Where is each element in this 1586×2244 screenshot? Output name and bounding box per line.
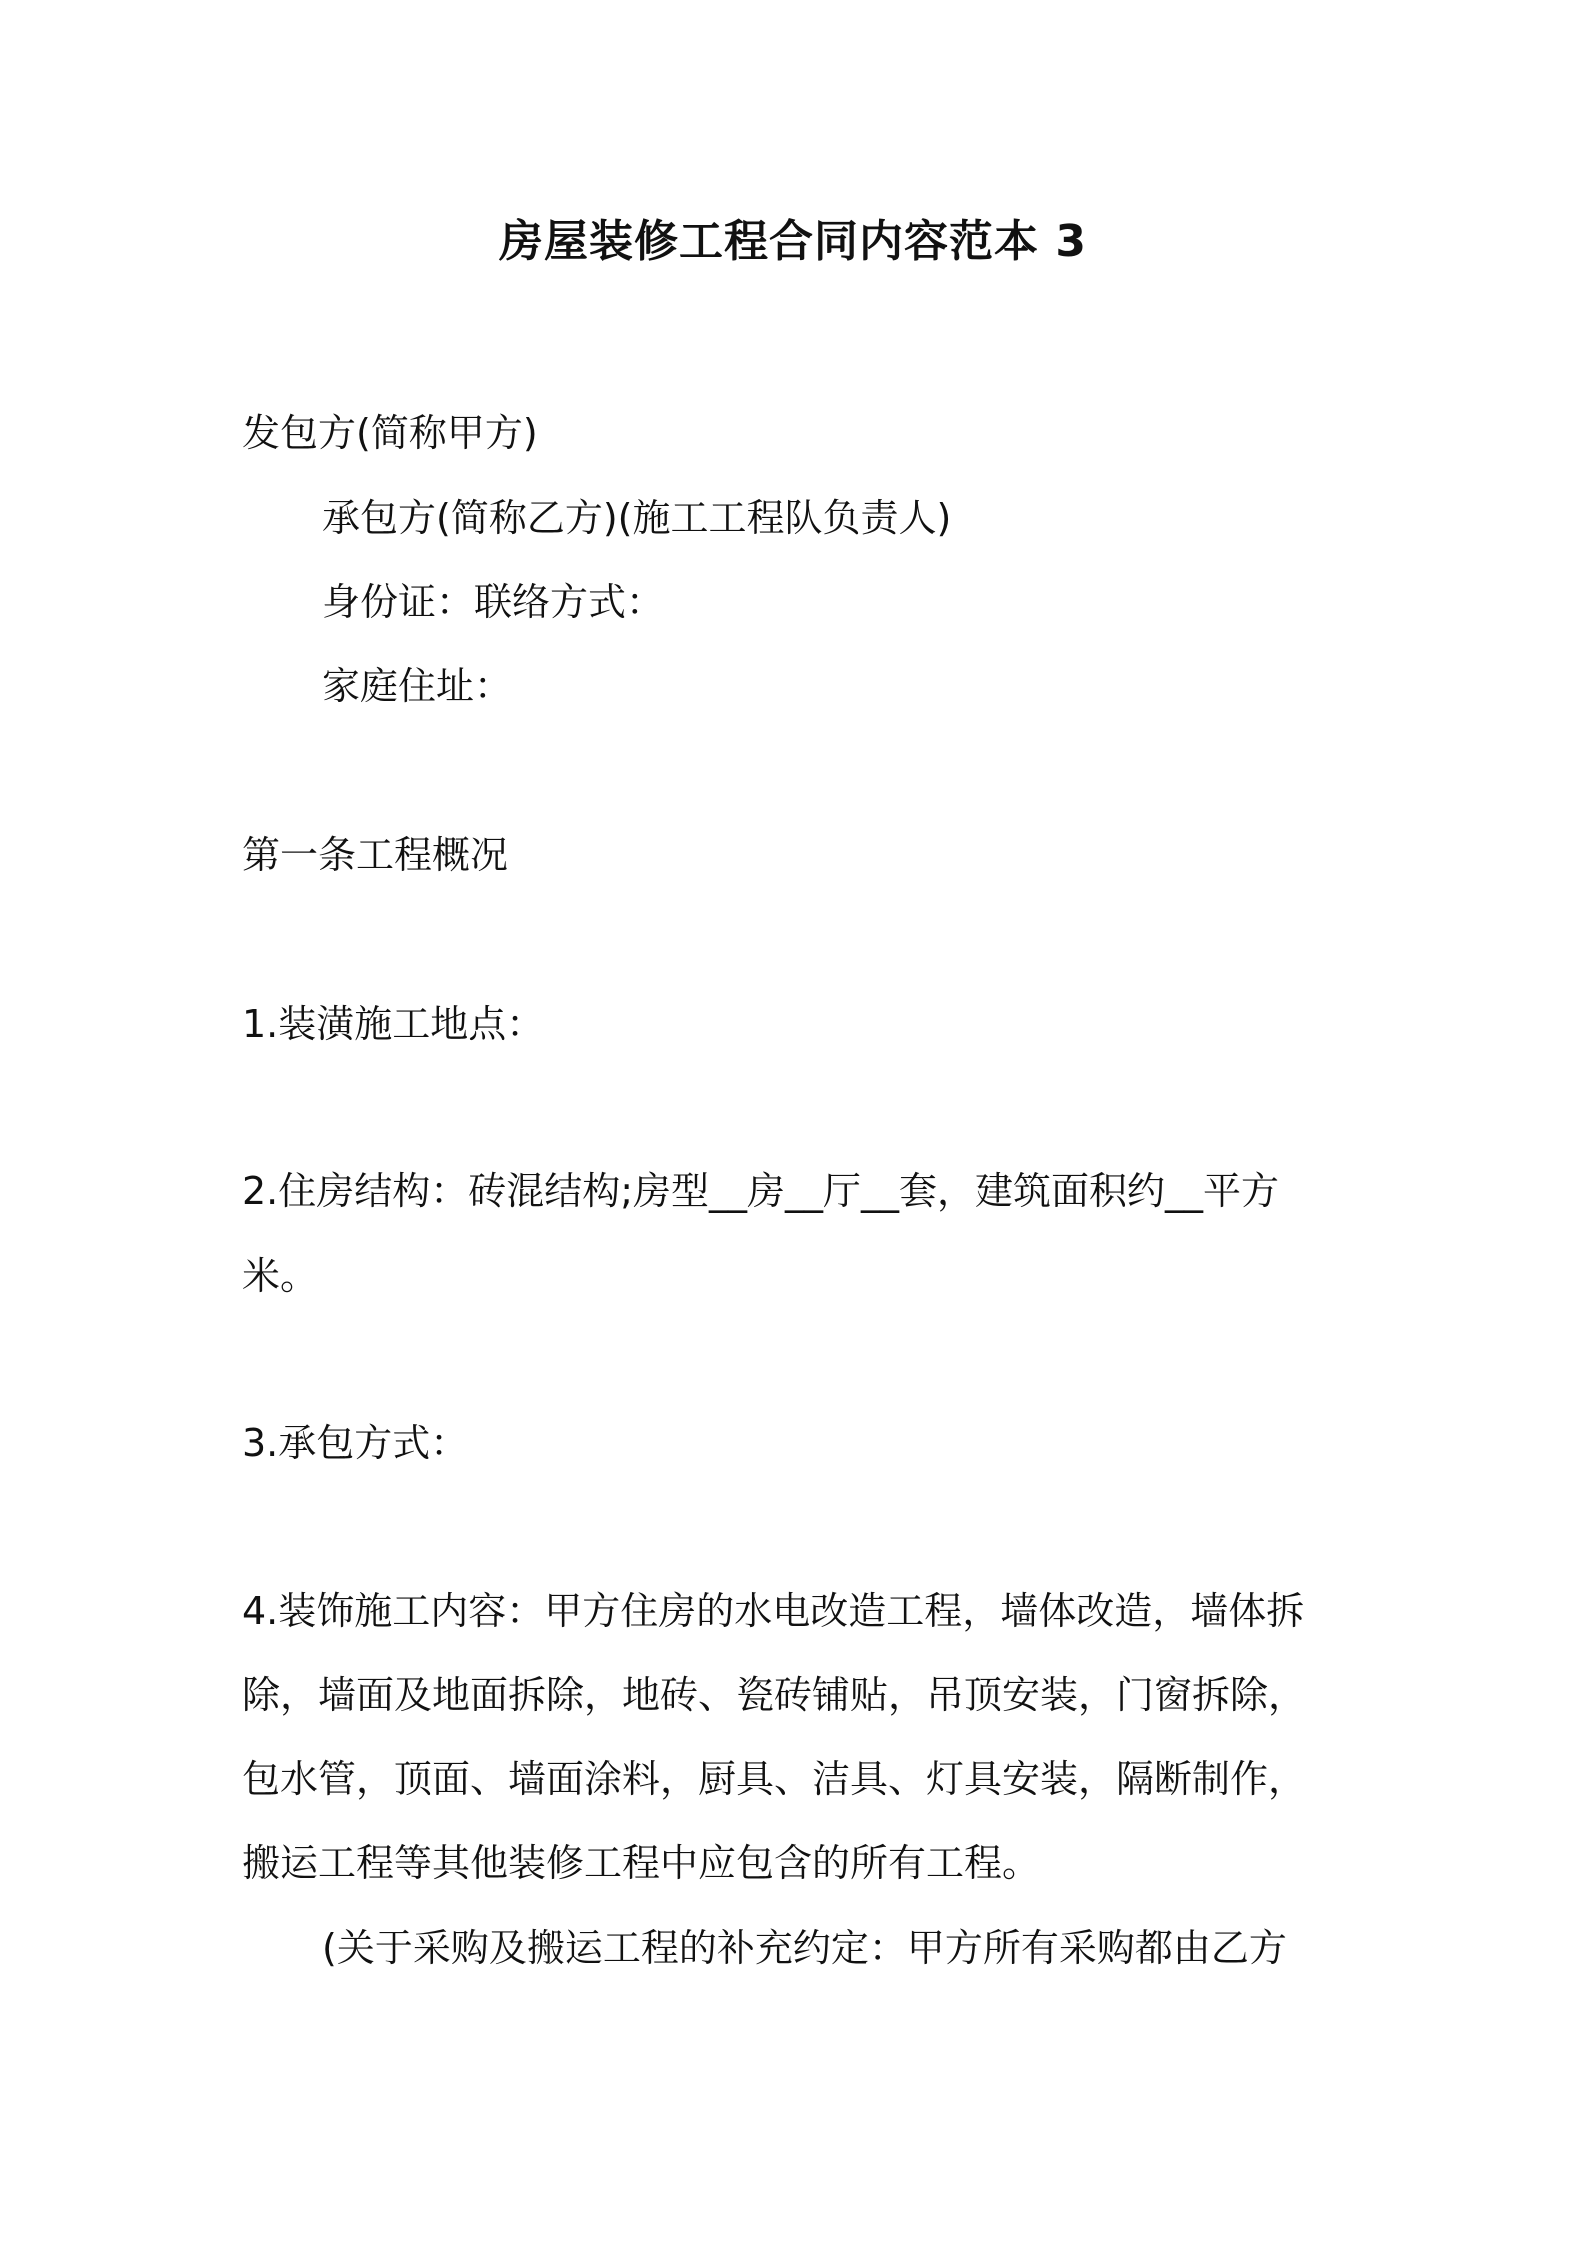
article-1-heading: 第一条工程概况 (242, 833, 509, 877)
item-4-content-line-2: 除，墙面及地面拆除，地砖、瓷砖铺贴，吊顶安装，门窗拆除， (242, 1673, 1307, 1717)
employer-line: 发包方(简称甲方) (242, 411, 538, 455)
item-3-contract-method: 3.承包方式： (242, 1421, 469, 1465)
id-contact-line: 身份证：联络方式： (322, 580, 665, 624)
item-2-structure-line-2: 米。 (242, 1254, 319, 1298)
home-address-line: 家庭住址： (322, 664, 513, 708)
item-2-structure-line-1: 2.住房结构：砖混结构;房型__房__厅__套，建筑面积约__平方 (242, 1169, 1280, 1213)
item-4-content-line-1: 4.装饰施工内容：甲方住房的水电改造工程，墙体改造，墙体拆 (242, 1589, 1305, 1633)
contractor-line: 承包方(简称乙方)(施工工程队负责人) (322, 496, 952, 540)
document-title: 房屋装修工程合同内容范本 3 (499, 216, 1087, 267)
item-4-content-line-4: 搬运工程等其他装修工程中应包含的所有工程。 (242, 1841, 1041, 1885)
supplement-line-1: (关于采购及搬运工程的补充约定：甲方所有采购都由乙方 (322, 1926, 1287, 1970)
item-1-location: 1.装潢施工地点： (242, 1002, 545, 1046)
item-4-content-line-3: 包水管，顶面、墙面涂料，厨具、洁具、灯具安装，隔断制作， (242, 1757, 1307, 1801)
